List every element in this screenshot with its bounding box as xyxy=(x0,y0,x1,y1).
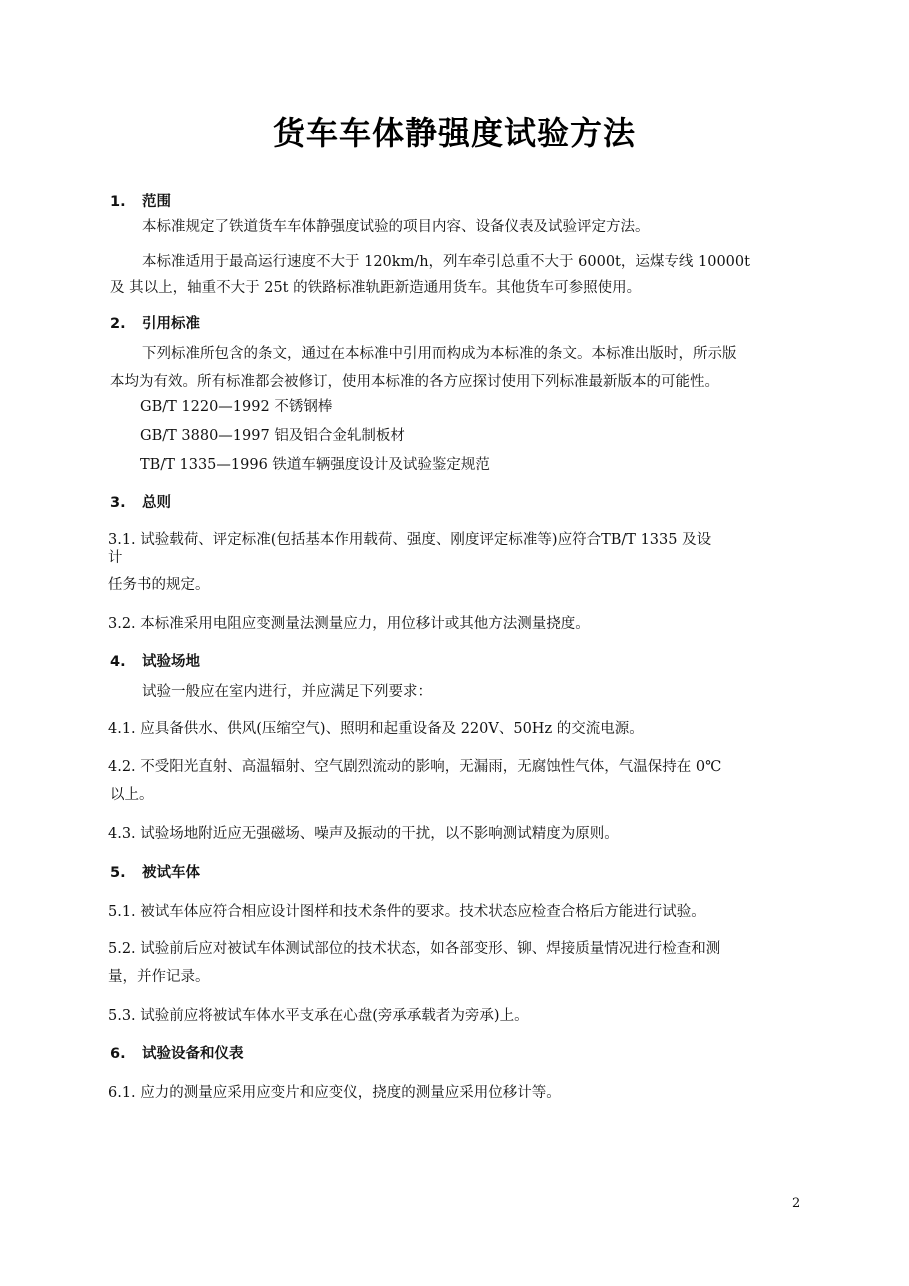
paragraph-continuation: 本均为有效。所有标准都会被修订，使用本标准的各方应探讨使用下列标准最新版本的可能性。 xyxy=(110,374,719,390)
clause-3-1-continuation: 任务书的规定。 xyxy=(108,577,210,593)
section-title: 范围 xyxy=(142,194,171,210)
section-4-heading xyxy=(110,653,200,671)
section-1-heading xyxy=(110,193,171,211)
section-6-heading xyxy=(110,1045,244,1063)
clause-3-1-wrap: 计 xyxy=(108,550,123,566)
document-title: 货车车体静强度试验方法 xyxy=(272,114,636,152)
paragraph: 试验一般应在室内进行，并应满足下列要求： xyxy=(142,684,432,700)
section-number: 2. xyxy=(110,316,126,332)
paragraph: 本标准规定了铁道货车车体静强度试验的项目内容、设备仪表及试验评定方法。 xyxy=(142,219,650,235)
clause-4-1: 4.1. 应具备供水、供风(压缩空气)、照明和起重设备及 220V、50Hz 的交流电源。 xyxy=(108,721,644,737)
reference-item: GB/T 3880—1997 铝及铝合金轧制板材 xyxy=(140,428,405,444)
section-title: 被试车体 xyxy=(142,865,200,881)
section-number: 1. xyxy=(110,194,126,210)
clause-3-1: 3.1. 试验载荷、评定标准(包括基本作用载荷、强度、刚度评定标准等)应符合TB/T 1335 及设 xyxy=(108,532,712,548)
section-title: 引用标准 xyxy=(142,316,200,332)
clause-5-2: 5.2. 试验前后应对被试车体测试部位的技术状态，如各部变形、铆、焊接质量情况进行检查和测 xyxy=(108,941,721,957)
section-title: 试验场地 xyxy=(142,654,200,670)
clause-5-1: 5.1. 被试车体应符合相应设计图样和技术条件的要求。技术状态应检查合格后方能进行试验。 xyxy=(108,904,706,920)
section-title: 总则 xyxy=(142,495,171,511)
paragraph: 本标准适用于最高运行速度不大于 120km/h，列车牵引总重不大于 6000t，运煤专线 10000t xyxy=(142,254,750,270)
section-number: 6. xyxy=(110,1046,126,1062)
section-number: 3. xyxy=(110,495,126,511)
reference-item: TB/T 1335—1996 铁道车辆强度设计及试验鉴定规范 xyxy=(140,457,490,473)
page-number: 2 xyxy=(792,1196,801,1211)
clause-4-3: 4.3. 试验场地附近应无强磁场、噪声及振动的干扰，以不影响测试精度为原则。 xyxy=(108,826,619,842)
clause-4-2: 4.2. 不受阳光直射、高温辐射、空气剧烈流动的影响，无漏雨，无腐蚀性气体，气温保持在 0℃ xyxy=(108,759,722,775)
clause-3-2: 3.2. 本标准采用电阻应变测量法测量应力，用位移计或其他方法测量挠度。 xyxy=(108,616,590,632)
clause-5-3: 5.3. 试验前应将被试车体水平支承在心盘(旁承承载者为旁承)上。 xyxy=(108,1008,529,1024)
clause-6-1: 6.1. 应力的测量应采用应变片和应变仪，挠度的测量应采用位移计等。 xyxy=(108,1085,561,1101)
section-number: 5. xyxy=(110,865,126,881)
section-title: 试验设备和仪表 xyxy=(142,1046,244,1062)
section-number: 4. xyxy=(110,654,126,670)
clause-4-2-continuation: 以上。 xyxy=(110,787,154,803)
paragraph: 下列标准所包含的条文，通过在本标准中引用而构成为本标准的条文。本标准出版时，所示版 xyxy=(142,346,737,362)
section-5-heading xyxy=(110,864,200,882)
section-2-heading xyxy=(110,315,200,333)
section-3-heading xyxy=(110,494,171,512)
clause-5-2-continuation: 量，并作记录。 xyxy=(108,969,210,985)
reference-item: GB/T 1220—1992 不锈钢棒 xyxy=(140,399,333,415)
paragraph-continuation: 及 其以上，轴重不大于 25t 的铁路标准轨距新造通用货车。其他货车可参照使用。 xyxy=(110,280,642,296)
